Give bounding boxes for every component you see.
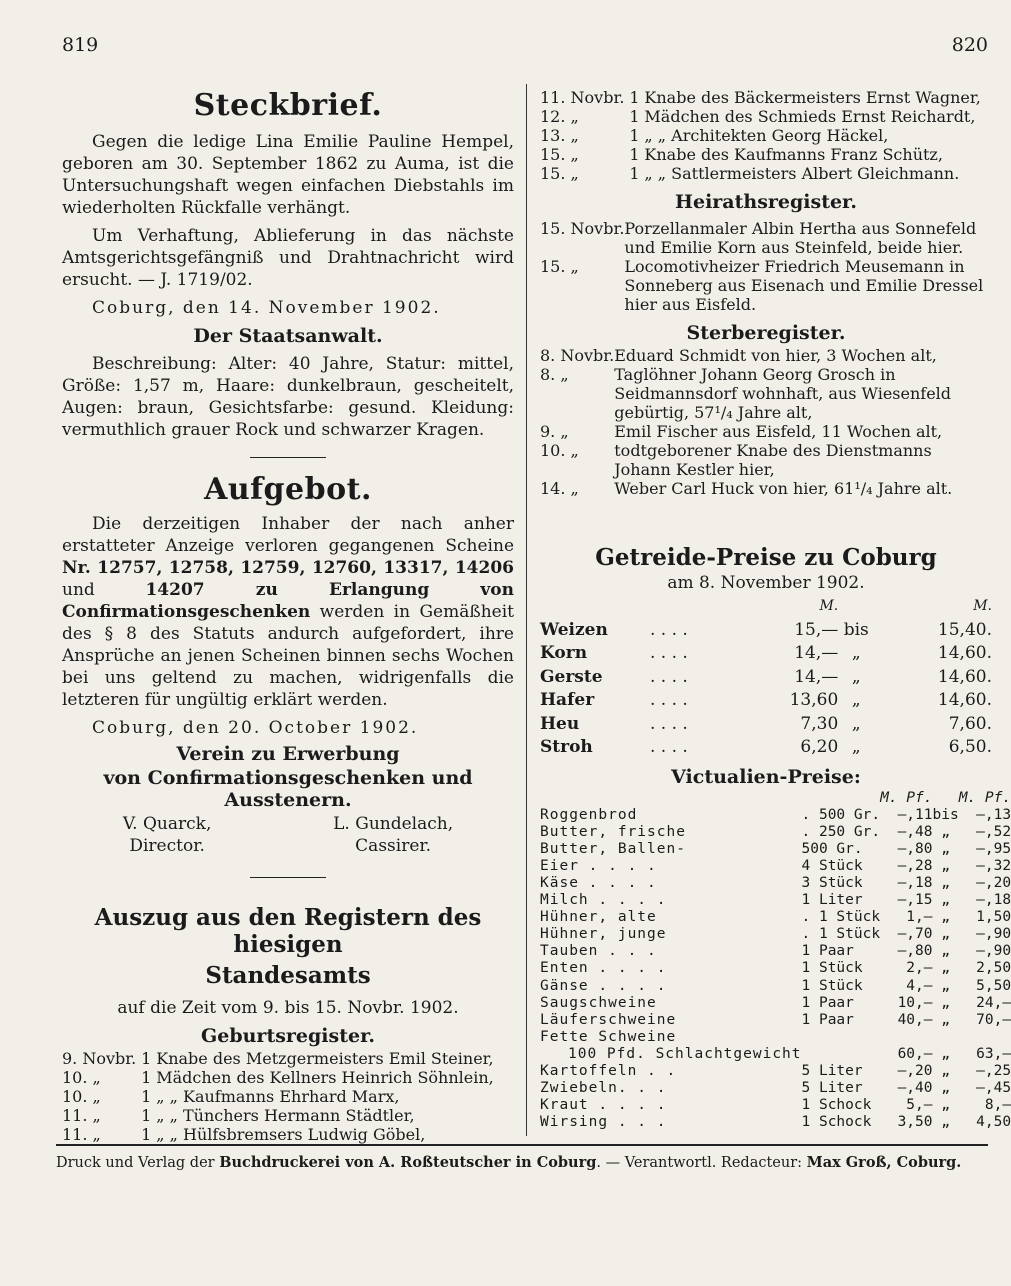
register-entry: „ „ Kaufmanns Ehrhard Marx, — [156, 1087, 400, 1106]
victual-item: Roggenbrod — [540, 806, 638, 823]
victual-separator: „ — [941, 1011, 950, 1028]
page-number-right: 820 — [951, 34, 988, 56]
victual-separator — [932, 1029, 958, 1046]
right-column — [540, 88, 1011, 1131]
steckbrief-paragraph-1: Gegen die ledige Lina Emilie Pauline Hempel, geboren am 30. September 1862 zu Auma, ist die Untersuchungshaft wegen einfachen Diebstahls im wiederholten Rückfalle verhängt. — [62, 132, 514, 218]
table-row — [540, 841, 1011, 858]
table-row — [62, 1125, 514, 1144]
aufgebot-title: Aufgebot. — [204, 472, 372, 507]
grain-separator: bis — [843, 619, 869, 640]
table-row — [540, 479, 992, 498]
register-entry: Weber Carl Huck von hier, 61¹/₄ Jahre alt. — [614, 479, 953, 498]
getreide-title: Getreide-Preise zu Coburg — [595, 544, 937, 571]
victual-price-low: 40,— — [897, 1011, 933, 1028]
victual-item: Enten . . . . — [540, 960, 667, 977]
register-count: 1 — [629, 145, 640, 164]
grain-name: Hafer — [540, 690, 595, 710]
register-entry: Knabe des Kaufmanns Franz Schütz, — [644, 145, 943, 164]
register-date: 9. Novbr. — [62, 1049, 137, 1068]
register-entry: Knabe des Metzgermeisters Emil Steiner, — [156, 1049, 494, 1068]
signature-director-role: Director. — [129, 836, 205, 856]
register-entry: Emil Fischer aus Eisfeld, 11 Wochen alt, — [614, 422, 943, 441]
victual-separator: „ — [941, 874, 950, 891]
victual-item: Eier . . . . — [540, 857, 657, 874]
signature-cashier-role: Cassirer. — [355, 836, 432, 856]
victual-price-high: —,90 — [976, 926, 1011, 943]
victual-separator: „ — [941, 892, 950, 909]
aufgebot-text-a: Die derzeitigen Inhaber der nach anher erstatteter Anzeige verloren gegangenen Scheine — [62, 514, 514, 556]
victual-price-low: 10,— — [897, 994, 933, 1011]
victual-price-high: 8,— — [984, 1097, 1011, 1114]
victual-separator: bis — [932, 806, 959, 823]
register-date: 15. Novbr. — [540, 219, 625, 238]
victual-price-low: —,11 — [897, 806, 933, 823]
column-divider — [526, 84, 527, 1136]
table-row — [62, 1049, 514, 1068]
grain-name: Gerste — [540, 666, 603, 687]
grain-price-low: 14,— — [794, 643, 839, 663]
register-entry: Mädchen des Kellners Heinrich Söhnlein, — [156, 1068, 494, 1087]
register-date: 9. „ — [540, 422, 569, 441]
victual-price-low: —,80 — [897, 943, 933, 960]
table-row — [540, 978, 1011, 995]
victual-quantity: 4 Stück — [801, 857, 863, 874]
imprint-editor: Max Groß, Coburg. — [806, 1154, 962, 1171]
table-row — [540, 164, 992, 183]
imprint-footer — [56, 1144, 988, 1171]
grain-price-high: 6,50. — [948, 737, 992, 757]
victual-quantity: 1 Paar — [801, 1011, 854, 1028]
steckbrief-description-block — [62, 353, 514, 441]
sterbe-table — [540, 346, 992, 498]
table-row — [540, 858, 1011, 875]
victual-price-low: 1,— — [906, 909, 933, 926]
aufgebot-signatures — [62, 813, 514, 857]
victual-price-high: —,90 — [976, 943, 1011, 960]
grain-separator: „ — [851, 713, 861, 734]
victual-quantity: . 1 Stück — [801, 926, 881, 943]
table-row — [540, 736, 992, 760]
grain-price-high: 14,60. — [937, 666, 992, 687]
register-entry: todtgeborener Knabe des Dienstmanns Johann Kestler hier, — [614, 441, 932, 479]
table-row — [540, 1046, 1011, 1063]
victual-separator: „ — [941, 909, 950, 926]
aufgebot-text-e: werden in Gemäßheit des § 8 des Statuts andurch aufgefordert, ihre Ansprüche an jenen Scheinen binnen sechs Wochen bei uns geltend zu machen, widrigenfalls die letzteren für ungültig erklärt werden. — [62, 602, 514, 710]
victual-price-high: —,45 — [976, 1080, 1011, 1097]
victual-item: Gänse . . . . — [540, 977, 667, 994]
table-row — [540, 807, 1011, 824]
victual-item: Wirsing . . . — [540, 1114, 667, 1131]
register-entry: Porzellanmaler Albin Hertha aus Sonnefeld und Emilie Korn aus Steinfeld, beide hier. — [624, 219, 977, 257]
grain-price-low: 15,— — [794, 619, 839, 640]
victual-item: Hühner, alte — [540, 909, 657, 926]
imprint-text-c: . — Verantwortl. Redacteur: — [596, 1155, 807, 1171]
victual-item: Läuferschweine — [540, 1011, 677, 1028]
table-row — [540, 642, 992, 666]
victual-price-low: 5,— — [906, 1097, 933, 1114]
grain-price-low: 13,60 — [789, 690, 839, 710]
register-count: 1 — [141, 1125, 152, 1144]
grain-dots: . . . . — [650, 690, 688, 710]
victual-separator: „ — [941, 1063, 950, 1079]
grain-separator: „ — [851, 737, 861, 757]
victual-separator: „ — [941, 823, 950, 840]
victual-price-high: —,13 — [976, 806, 1011, 823]
table-row — [62, 1106, 514, 1125]
victual-separator: „ — [941, 1045, 950, 1062]
victual-quantity: . 500 Gr. — [801, 806, 881, 823]
victual-price-high: 24,— — [976, 994, 1011, 1011]
register-count: 1 — [629, 88, 640, 107]
victual-item: Hühner, junge — [540, 926, 667, 943]
register-date: 8. „ — [540, 365, 569, 384]
aufgebot-org-line2: von Confirmationsgeschenken und Ausstenern. — [103, 767, 473, 811]
victualien-title: Victualien-Preise: — [671, 765, 861, 788]
victual-item: Saugschweine — [540, 994, 657, 1011]
register-date: 15. „ — [540, 164, 579, 183]
victual-price-low: —,15 — [897, 892, 933, 909]
grain-separator: „ — [851, 690, 861, 710]
victual-separator: „ — [941, 994, 950, 1011]
table-row — [540, 107, 992, 126]
victual-item: Zwiebeln. . . — [540, 1080, 667, 1097]
table-row — [540, 441, 992, 479]
aufgebot-place-date: Coburg, den 20. October 1902. — [92, 718, 419, 738]
table-row — [540, 257, 992, 314]
victual-price-low: —,70 — [897, 926, 933, 943]
register-date: 8. Novbr. — [540, 346, 615, 365]
register-date: 10. „ — [62, 1068, 101, 1087]
table-row — [540, 960, 1011, 977]
register-date: 10. „ — [62, 1087, 101, 1106]
table-row — [540, 1114, 1011, 1131]
victual-item: Fette Schweine — [540, 1028, 677, 1045]
sterbe-title: Sterberegister. — [686, 322, 846, 344]
table-row — [540, 365, 992, 422]
geburten-table-left — [62, 1049, 514, 1144]
geburten-title: Geburtsregister. — [201, 1025, 375, 1047]
victual-quantity: 3 Stück — [801, 874, 863, 891]
table-row — [540, 422, 992, 441]
victual-separator: „ — [941, 1114, 950, 1131]
victual-price-high — [959, 1029, 1011, 1046]
victual-price-low: —,20 — [897, 1063, 933, 1079]
grain-name: Korn — [540, 643, 588, 663]
signature-director — [123, 813, 212, 857]
signature-cashier — [333, 813, 453, 857]
victual-price-high: —,95 — [976, 840, 1011, 857]
victual-price-low: —,18 — [897, 874, 933, 891]
steckbrief-body — [62, 131, 514, 319]
table-row — [540, 943, 1011, 960]
victual-item: Kraut . . . . — [540, 1097, 667, 1114]
auszug-title-line1: Auszug aus den Registern des hiesigen — [94, 904, 482, 958]
victualien-unit-low: M. Pf. — [880, 789, 933, 806]
register-count: 1 — [629, 164, 640, 183]
register-date: 12. „ — [540, 107, 579, 126]
victual-item: Kartoffeln . . — [540, 1063, 677, 1079]
table-row — [540, 145, 992, 164]
steckbrief-title: Steckbrief. — [193, 88, 383, 123]
grain-name: Heu — [540, 713, 580, 734]
victual-quantity — [802, 1046, 881, 1063]
aufgebot-purpose: 14207 zu Erlangung von Confirmationsgeschenken — [62, 580, 514, 622]
victual-separator: „ — [941, 1097, 950, 1114]
victual-item: Butter, Ballen- — [540, 840, 686, 857]
victual-price-high: 2,50 — [976, 960, 1011, 977]
register-entry: Mädchen des Schmieds Ernst Reichardt, — [644, 107, 976, 126]
victual-item: Käse . . . . — [540, 874, 657, 891]
victual-quantity: 1 Stück — [801, 960, 863, 977]
register-date: 11. „ — [62, 1125, 101, 1144]
register-entry: Locomotivheizer Friedrich Meusemann in Sonneberg aus Eisenach und Emilie Dressel hier aus Eisfeld. — [624, 257, 984, 314]
victual-quantity: 1 Schock — [801, 1097, 872, 1114]
auszug-period: auf die Zeit vom 9. bis 15. Novbr. 1902. — [117, 998, 459, 1018]
table-row — [540, 995, 1011, 1012]
victual-price-high: 1,50 — [976, 909, 1011, 926]
aufgebot-body — [62, 513, 514, 739]
table-row — [540, 1029, 1011, 1046]
register-count: 1 — [141, 1087, 152, 1106]
table-row — [540, 219, 992, 257]
aufgebot-paragraph — [62, 513, 514, 711]
section-rule — [250, 457, 326, 458]
grain-price-low: 14,— — [794, 666, 839, 687]
victual-price-high: —,18 — [976, 892, 1011, 909]
victual-quantity: 5 Liter — [801, 1080, 863, 1097]
table-row — [540, 666, 992, 690]
steckbrief-signer: Der Staatsanwalt. — [193, 325, 383, 347]
steckbrief-paragraph-2: Um Verhaftung, Ablieferung in das nächste Amtsgerichtsgefängniß und Drahtnachricht wird ersucht. — J. 1719/02. — [62, 226, 514, 290]
grain-separator: „ — [851, 643, 861, 663]
table-row — [540, 909, 1011, 926]
grain-dots: . . . . — [650, 666, 688, 687]
victual-quantity: 5 Liter — [801, 1063, 863, 1079]
aufgebot-org-line1: Verein zu Erwerbung — [176, 743, 400, 765]
register-date: 14. „ — [540, 479, 579, 498]
victualien-unit-row — [540, 790, 1011, 807]
register-date: 13. „ — [540, 126, 579, 145]
victual-price-low: —,48 — [897, 823, 933, 840]
aufgebot-numbers: Nr. 12757, 12758, 12759, 12760, 13317, 14206 — [62, 558, 514, 578]
victual-price-low: —,28 — [897, 857, 933, 874]
signature-director-name: V. Quarck, — [122, 814, 212, 834]
victualien-table — [540, 790, 1011, 1132]
left-column — [62, 80, 514, 1144]
grain-price-high: 15,40. — [937, 619, 992, 640]
table-row — [540, 1097, 1011, 1114]
table-row — [62, 1068, 514, 1087]
victual-price-low — [880, 1029, 932, 1046]
heirath-title: Heirathsregister. — [675, 191, 857, 213]
grain-price-high: 14,60. — [937, 643, 992, 663]
victual-quantity — [802, 1029, 881, 1046]
grain-price-low: 6,20 — [800, 737, 839, 757]
register-count: 1 — [629, 126, 640, 145]
grain-name: Stroh — [540, 737, 593, 757]
register-date: 11. Novbr. — [540, 88, 625, 107]
victual-separator: „ — [941, 1080, 950, 1097]
register-entry: Knabe des Bäckermeisters Ernst Wagner, — [644, 88, 981, 107]
victual-quantity: 1 Schock — [801, 1114, 872, 1131]
victual-separator: „ — [941, 960, 950, 977]
table-row — [540, 1063, 1011, 1080]
grain-separator: „ — [851, 666, 861, 687]
steckbrief-place-date: Coburg, den 14. November 1902. — [92, 298, 441, 318]
grain-dots: . . . . — [650, 737, 688, 757]
victual-quantity: 500 Gr. — [801, 840, 863, 857]
aufgebot-text-c: und — [62, 580, 146, 600]
register-entry: Eduard Schmidt von hier, 3 Wochen alt, — [614, 346, 937, 365]
victual-separator: „ — [941, 977, 950, 994]
auszug-title-line2: Standesamts — [205, 962, 371, 989]
victual-price-high: 5,50 — [976, 977, 1011, 994]
geburten-table-right — [540, 88, 992, 183]
getreide-unit-low: M. — [819, 598, 839, 614]
getreide-unit-high: M. — [973, 598, 992, 614]
table-row — [540, 713, 992, 737]
victual-price-low: 60,— — [897, 1045, 933, 1062]
victual-separator: „ — [941, 943, 950, 960]
victual-item: Butter, frische — [540, 823, 686, 840]
victual-quantity: 1 Paar — [801, 994, 854, 1011]
register-date: 15. „ — [540, 145, 579, 164]
victual-price-high: —,25 — [976, 1063, 1011, 1079]
register-entry: „ „ Architekten Georg Häckel, — [644, 126, 889, 145]
victual-price-high: 4,50 — [976, 1114, 1011, 1131]
register-entry: „ „ Sattlermeisters Albert Gleichmann. — [644, 164, 960, 183]
grain-dots: . . . . — [650, 643, 688, 663]
table-row — [540, 892, 1011, 909]
grain-dots: . . . . — [650, 619, 688, 640]
victual-quantity: . 250 Gr. — [801, 823, 881, 840]
table-row — [540, 88, 992, 107]
register-date: 15. „ — [540, 257, 579, 276]
grain-price-high: 7,60. — [948, 713, 992, 734]
register-date: 10. „ — [540, 441, 579, 460]
grain-price-high: 14,60. — [937, 690, 992, 710]
getreide-date: am 8. November 1902. — [667, 573, 865, 593]
register-date: 11. „ — [62, 1106, 101, 1125]
register-entry: Taglöhner Johann Georg Grosch in Seidmannsdorf wohnhaft, aus Wiesenfeld gebürtig, 57¹/₄ Jahre alt, — [614, 365, 952, 422]
register-count: 1 — [141, 1049, 152, 1068]
victual-price-high: 63,— — [976, 1045, 1011, 1062]
victualien-unit-high: M. Pf. — [958, 789, 1011, 806]
victual-price-high: —,32 — [976, 857, 1011, 874]
victual-item: Tauben . . . — [540, 943, 657, 960]
signature-cashier-name: L. Gundelach, — [333, 814, 454, 834]
victual-price-high: —,52 — [976, 823, 1011, 840]
imprint-text-a: Druck und Verlag der — [56, 1155, 220, 1171]
victual-separator: „ — [941, 926, 950, 943]
grain-name: Weizen — [540, 619, 608, 640]
register-entry: „ „ Tünchers Hermann Städtler, — [156, 1106, 415, 1125]
victual-item: Milch . . . . — [540, 892, 667, 909]
victual-separator: „ — [941, 840, 950, 857]
heirath-table — [540, 219, 992, 314]
imprint-printer: Buchdruckerei von A. Roßteutscher in Coburg — [219, 1154, 597, 1171]
table-row — [62, 1087, 514, 1106]
getreide-table — [540, 595, 992, 760]
register-count: 1 — [141, 1106, 152, 1125]
victual-price-low: 3,50 — [897, 1114, 933, 1131]
grain-price-low: 7,30 — [800, 713, 839, 734]
table-row — [540, 875, 1011, 892]
victual-item: 100 Pfd. Schlachtgewicht — [568, 1045, 802, 1062]
table-row — [540, 824, 1011, 841]
grain-dots: . . . . — [650, 713, 688, 734]
table-row — [540, 346, 992, 365]
table-row — [540, 619, 992, 643]
register-entry: „ „ Hülfsbremsers Ludwig Göbel, — [156, 1125, 426, 1144]
table-row — [540, 689, 992, 713]
victual-price-low: —,80 — [897, 840, 933, 857]
section-rule — [250, 877, 326, 878]
victual-price-high: 70,— — [976, 1011, 1011, 1028]
getreide-unit-row — [540, 595, 992, 619]
register-count: 1 — [141, 1068, 152, 1087]
victual-quantity: . 1 Stück — [801, 909, 881, 926]
table-row — [540, 1080, 1011, 1097]
page-number-left: 819 — [62, 34, 99, 56]
victual-quantity: 1 Stück — [801, 977, 863, 994]
victual-price-low: —,40 — [897, 1080, 933, 1097]
victual-quantity: 1 Liter — [801, 892, 863, 909]
register-count: 1 — [629, 107, 640, 126]
victual-price-low: 2,— — [906, 960, 933, 977]
table-row — [540, 926, 1011, 943]
victual-separator: „ — [941, 857, 950, 874]
victual-price-high: —,20 — [976, 874, 1011, 891]
victual-price-low: 4,— — [906, 977, 933, 994]
steckbrief-description: Beschreibung: Alter: 40 Jahre, Statur: mittel, Größe: 1,57 m, Haare: dunkelbraun, gescheitelt, Augen: braun, Gesichtsfarbe: gesund. Kleidung: vermuthlich grauer Rock und schwarzer Kragen. — [62, 354, 514, 440]
table-row — [540, 1012, 1011, 1029]
victual-quantity: 1 Paar — [801, 943, 854, 960]
table-row — [540, 126, 992, 145]
